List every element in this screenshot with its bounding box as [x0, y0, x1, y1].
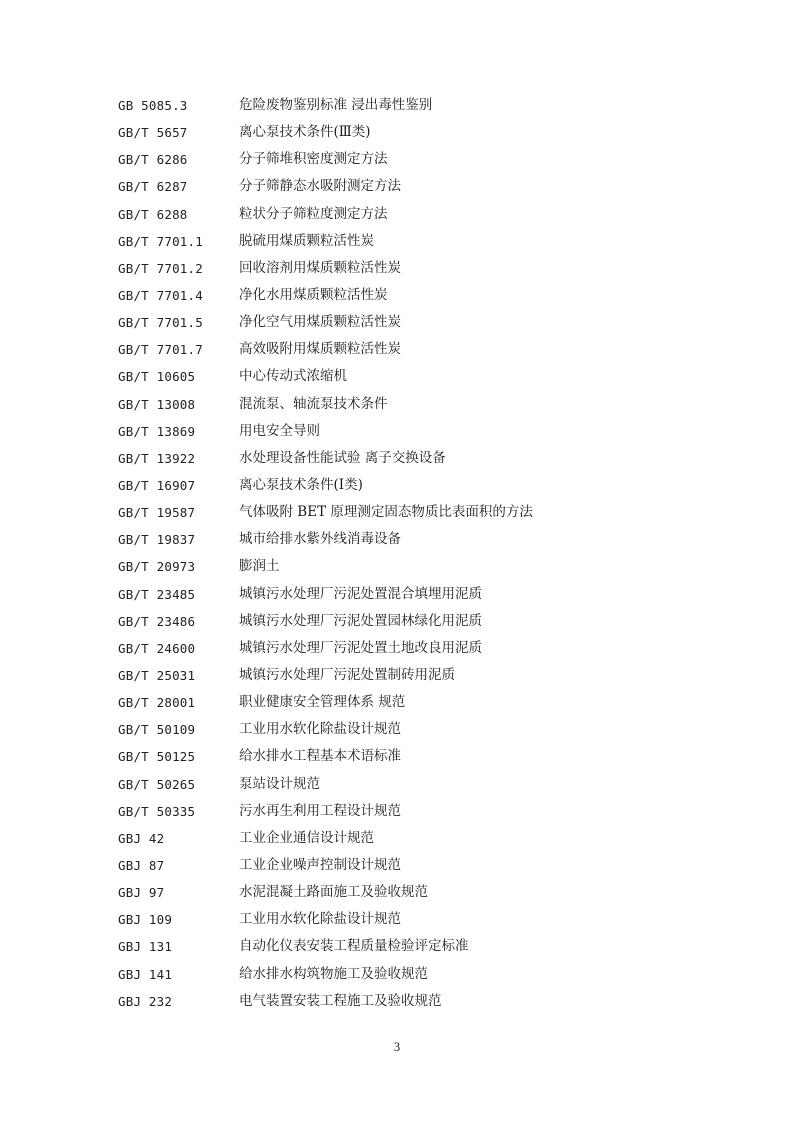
standard-row	[118, 526, 718, 553]
standard-title: 给水排水构筑物施工及验收规范	[239, 965, 428, 982]
standard-title: 污水再生利用工程设计规范	[239, 802, 401, 819]
standard-code: GBJ 87	[118, 857, 165, 873]
standard-code: GB/T 25031	[118, 667, 196, 683]
standard-title: 泵站设计规范	[239, 775, 320, 792]
standard-code: GB/T 7701.1	[118, 233, 203, 249]
standard-title: 净化水用煤质颗粒活性炭	[239, 286, 388, 303]
standard-title: 城镇污水处理厂污泥处置土地改良用泥质	[239, 639, 482, 656]
standard-code: GB/T 7701.2	[118, 260, 203, 276]
standard-code: GB/T 50109	[118, 722, 196, 738]
standard-row	[118, 961, 718, 988]
standard-code: GB/T 16907	[118, 477, 196, 493]
standard-row	[118, 689, 718, 716]
standard-title: 离心泵技术条件(Ⅲ类)	[239, 124, 371, 141]
standard-row	[118, 228, 718, 255]
standard-code: GBJ 141	[118, 966, 173, 982]
standard-code: GB/T 50125	[118, 749, 196, 765]
page-number: 3	[393, 1040, 401, 1054]
standard-title: 膨润土	[239, 558, 280, 575]
standard-row	[118, 716, 718, 743]
standard-title: 回收溶剂用煤质颗粒活性炭	[239, 259, 401, 276]
standard-title: 工业用水软化除盐设计规范	[239, 911, 401, 928]
standard-title: 混流泵、轴流泵技术条件	[239, 395, 388, 412]
standard-row	[118, 391, 718, 418]
standard-title: 工业用水软化除盐设计规范	[239, 721, 401, 738]
standard-row	[118, 743, 718, 770]
standard-row	[118, 472, 718, 499]
standard-row	[118, 499, 718, 526]
standard-row	[118, 852, 718, 879]
standard-code: GB/T 23486	[118, 613, 196, 629]
standard-title: 自动化仪表安装工程质量检验评定标准	[239, 938, 469, 955]
standard-code: GB/T 19837	[118, 532, 196, 548]
standard-row	[118, 418, 718, 445]
standard-title: 工业企业噪声控制设计规范	[239, 856, 401, 873]
standard-code: GB/T 6287	[118, 179, 188, 195]
standard-title: 离心泵技术条件(Ⅰ类)	[239, 476, 363, 493]
standard-row	[118, 771, 718, 798]
standard-row	[118, 445, 718, 472]
standard-row	[118, 553, 718, 580]
standard-title: 水泥混凝土路面施工及验收规范	[239, 884, 428, 901]
standard-code: GB/T 50335	[118, 803, 196, 819]
standard-title: 中心传动式浓缩机	[239, 368, 347, 385]
standard-code: GBJ 109	[118, 912, 173, 928]
standard-code: GB/T 24600	[118, 640, 196, 656]
standard-row	[118, 879, 718, 906]
standard-row	[118, 933, 718, 960]
standard-row	[118, 173, 718, 200]
standard-title: 给水排水工程基本术语标准	[239, 748, 401, 765]
standard-code: GB/T 6286	[118, 152, 188, 168]
standard-title: 城镇污水处理厂污泥处置制砖用泥质	[239, 666, 455, 683]
standard-row	[118, 363, 718, 390]
standard-code: GB/T 13922	[118, 450, 196, 466]
standard-row	[118, 608, 718, 635]
standard-code: GB/T 28001	[118, 695, 196, 711]
standard-code: GB/T 19587	[118, 505, 196, 521]
standard-row	[118, 146, 718, 173]
standards-list	[118, 92, 718, 1015]
standard-code: GB/T 20973	[118, 559, 196, 575]
standard-row	[118, 309, 718, 336]
standard-code: GB/T 5657	[118, 125, 188, 141]
standard-row	[118, 255, 718, 282]
standard-code: GB/T 13008	[118, 396, 196, 412]
standard-row	[118, 906, 718, 933]
standard-row	[118, 798, 718, 825]
standard-title: 用电安全导则	[239, 422, 320, 439]
standard-code: GB/T 7701.4	[118, 287, 203, 303]
standard-code: GB/T 7701.7	[118, 342, 203, 358]
standard-code: GB/T 10605	[118, 369, 196, 385]
standard-title: 危险废物鉴别标准 浸出毒性鉴别	[239, 97, 433, 113]
standard-code: GBJ 131	[118, 939, 173, 955]
standard-code: GBJ 232	[118, 993, 173, 1009]
standard-title: 电气装置安装工程施工及验收规范	[239, 992, 442, 1009]
standard-row	[118, 201, 718, 228]
standard-row	[118, 92, 718, 119]
standard-code: GB 5085.3	[118, 98, 188, 113]
standard-code: GB/T 6288	[118, 206, 188, 222]
standard-title: 工业企业通信设计规范	[239, 829, 374, 846]
standard-title: 高效吸附用煤质颗粒活性炭	[239, 341, 401, 358]
standard-row	[118, 662, 718, 689]
standard-title: 分子筛堆积密度测定方法	[239, 151, 388, 168]
standard-title: 城市给排水紫外线消毒设备	[239, 531, 401, 548]
standard-row	[118, 635, 718, 662]
standard-code: GB/T 23485	[118, 586, 196, 602]
standard-row	[118, 581, 718, 608]
standard-title: 城镇污水处理厂污泥处置园林绿化用泥质	[239, 612, 482, 629]
standard-title: 脱硫用煤质颗粒活性炭	[239, 232, 374, 249]
standard-code: GBJ 42	[118, 830, 165, 846]
standard-row	[118, 119, 718, 146]
standard-title: 粒状分子筛粒度测定方法	[239, 205, 388, 222]
standard-code: GB/T 50265	[118, 776, 196, 792]
standard-code: GB/T 7701.5	[118, 315, 203, 331]
standard-title: 城镇污水处理厂污泥处置混合填埋用泥质	[239, 585, 482, 602]
standard-code: GB/T 13869	[118, 423, 196, 439]
standard-title: 水处理设备性能试验 离子交换设备	[239, 449, 446, 466]
standard-code: GBJ 97	[118, 885, 165, 901]
standard-row	[118, 825, 718, 852]
standard-title: 分子筛静态水吸附测定方法	[239, 178, 401, 195]
standard-row	[118, 988, 718, 1015]
standard-title: 气体吸附 BET 原理测定固态物质比表面积的方法	[239, 504, 533, 521]
standard-title: 净化空气用煤质颗粒活性炭	[239, 314, 401, 331]
standard-row	[118, 336, 718, 363]
standard-title: 职业健康安全管理体系 规范	[239, 694, 406, 711]
standard-row	[118, 282, 718, 309]
